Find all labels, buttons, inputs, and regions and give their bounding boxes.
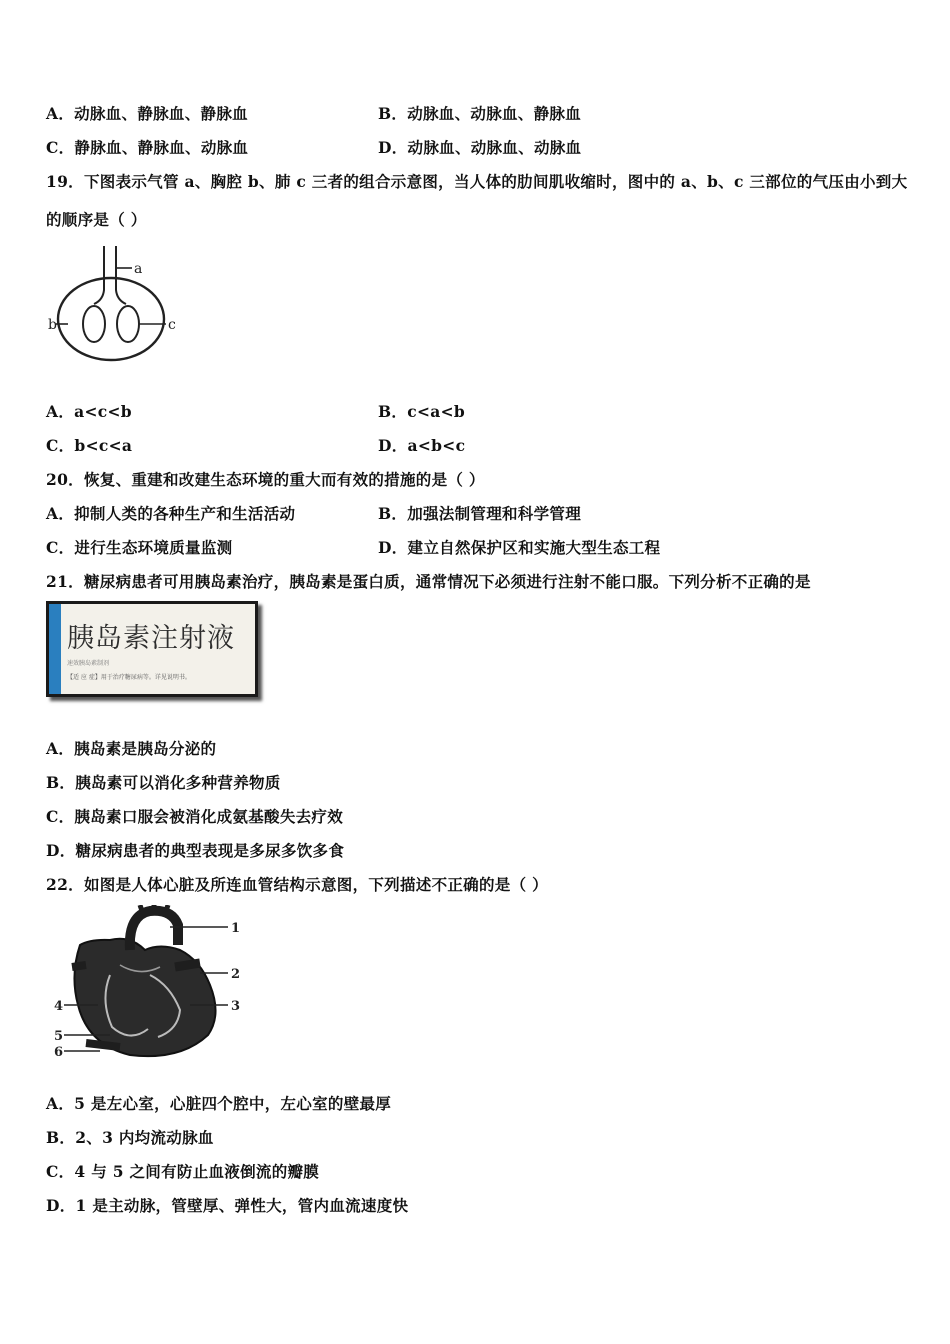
q21-option-b: B．胰岛素可以消化多种营养物质 <box>46 773 281 792</box>
q19-option-b: B．c<a<b <box>378 402 465 421</box>
label-c: c <box>168 317 176 333</box>
q20-option-c: C．进行生态环境质量监测 <box>46 538 233 557</box>
heart-label-5: 5 <box>54 1029 64 1044</box>
left-lung <box>83 306 105 342</box>
heart-label-4: 4 <box>54 999 64 1014</box>
insulin-image-title: 胰岛素注射液 <box>67 623 235 654</box>
q22-option-d: D．1 是主动脉，管壁厚、弹性大，管内血流速度快 <box>46 1196 409 1215</box>
q19-option-c: C．b<c<a <box>46 436 133 455</box>
heart-label-3: 3 <box>231 999 241 1014</box>
q20-option-b: B．加强法制管理和科学管理 <box>378 504 582 523</box>
heart-label-1: 1 <box>231 921 241 936</box>
insulin-image-note: 【适 应 症】用于治疗糖尿病等。详见说明书。 <box>67 674 191 681</box>
heart-label-2: 2 <box>231 967 241 982</box>
q18-option-a: A．动脉血、静脉血、静脉血 <box>46 104 248 123</box>
heart-diagram <box>50 905 250 1065</box>
insulin-label-image <box>46 601 258 697</box>
q22-option-b: B．2、3 内均流动脉血 <box>46 1128 214 1147</box>
thorax-outline <box>58 278 164 360</box>
q18-option-d: D．动脉血、动脉血、动脉血 <box>378 138 582 157</box>
q20-option-a: A．抑制人类的各种生产和生活活动 <box>46 504 296 523</box>
q21-option-a: A．胰岛素是胰岛分泌的 <box>46 739 217 758</box>
insulin-image-subtitle: 速效胰岛素制剂 <box>67 660 110 667</box>
q19-option-a: A．a<c<b <box>46 402 132 421</box>
heart-label-6: 6 <box>54 1045 64 1060</box>
q19-stem-line1: 19．下图表示气管 a、胸腔 b、肺 c 三者的组合示意图，当人体的肋间肌收缩时，图中的 a、b、c 三部位的气压由小到大 <box>46 172 908 191</box>
q22-option-c: C．4 与 5 之间有防止血液倒流的瓣膜 <box>46 1162 320 1181</box>
q18-option-b: B．动脉血、动脉血、静脉血 <box>378 104 582 123</box>
q22-option-a: A．5 是左心室，心脏四个腔中，左心室的壁最厚 <box>46 1094 392 1113</box>
label-b: b <box>48 317 57 333</box>
q21-stem: 21．糖尿病患者可用胰岛素治疗，胰岛素是蛋白质，通常情况下必须进行注射不能口服。下列分析不正确的是 <box>46 572 811 591</box>
label-a: a <box>134 261 143 277</box>
trachea <box>94 246 104 304</box>
q20-option-d: D．建立自然保护区和实施大型生态工程 <box>378 538 661 557</box>
heart-body <box>74 939 215 1056</box>
right-lung <box>117 306 139 342</box>
q19-option-d: D．a<b<c <box>378 436 466 455</box>
label-stripe <box>49 604 61 694</box>
respiratory-diagram <box>46 244 186 368</box>
q19-stem-line2: 的顺序是（ ） <box>46 210 147 229</box>
q21-option-d: D．糖尿病患者的典型表现是多尿多饮多食 <box>46 841 345 860</box>
q21-option-c: C．胰岛素口服会被消化成氨基酸失去疗效 <box>46 807 344 826</box>
q22-stem: 22．如图是人体心脏及所连血管结构示意图，下列描述不正确的是（ ） <box>46 875 548 894</box>
q18-option-c: C．静脉血、静脉血、动脉血 <box>46 138 249 157</box>
q20-stem: 20．恢复、重建和改建生态环境的重大而有效的措施的是（ ） <box>46 470 485 489</box>
